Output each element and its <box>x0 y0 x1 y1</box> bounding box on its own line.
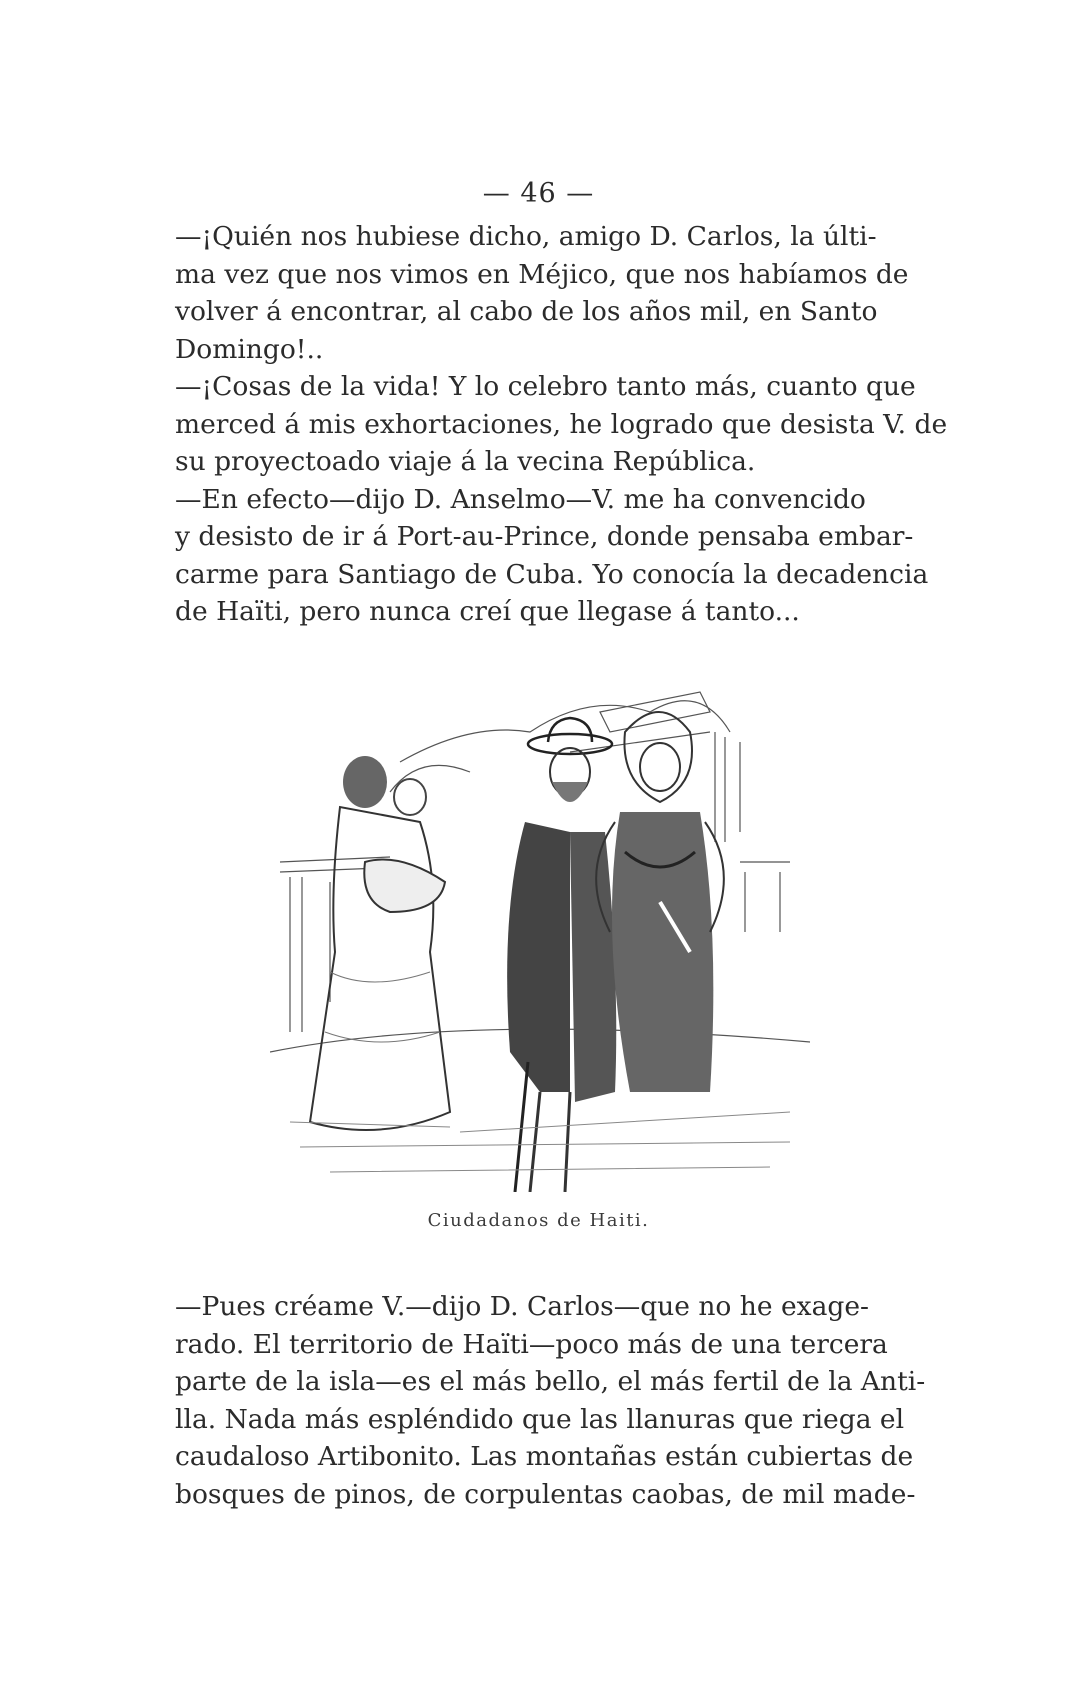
text-line: bosques de pinos, de corpulentas caobas, de mil made- <box>175 1478 916 1510</box>
text-line: —¡Cosas de la vida! Y lo celebro tanto más, cuanto que <box>175 371 916 402</box>
illustration-caption: Ciudadanos de Haiti. <box>427 1210 650 1231</box>
gentleman-figure <box>507 718 616 1192</box>
text-line: ma vez que nos vimos en Méjico, que nos habíamos de <box>175 258 909 290</box>
text-line: rado. El territorio de Haïti—poco más de una tercera <box>175 1328 888 1360</box>
ground-hatching <box>290 1112 790 1172</box>
text-line: merced á mis exhortaciones, he logrado que desista V. de <box>175 408 948 440</box>
text-line: —En efecto—dijo D. Anselmo—V. me ha convencido <box>175 483 866 515</box>
engraving-illustration <box>270 672 820 1192</box>
text-line: Domingo!.. <box>175 333 324 365</box>
text-line: volver á encontrar, al cabo de los años mil, en Santo <box>175 296 878 327</box>
text-line: —Pues créame V.—dijo D. Carlos—que no he exage- <box>175 1291 869 1322</box>
text-line: y desisto de ir á Port-au-Prince, donde pensaba embar- <box>175 521 914 552</box>
text-line: de Haïti, pero nunca creí que llegase á tanto... <box>175 596 800 627</box>
page-number: — 46 — <box>482 178 595 209</box>
text-line: lla. Nada más espléndido que las llanuras que riega el <box>175 1403 905 1435</box>
woman-with-child-figure <box>310 756 450 1130</box>
text-line: parte de la isla—es el más bello, el más fertil de la Anti- <box>175 1366 926 1397</box>
text-line: carme para Santiago de Cuba. Yo conocía la decadencia <box>175 558 929 590</box>
text-line: su proyectoado viaje á la vecina República. <box>175 446 756 477</box>
text-block-top <box>175 218 948 631</box>
text-block-bottom <box>175 1288 926 1513</box>
text-line: —¡Quién nos hubiese dicho, amigo D. Carlos, la últi- <box>175 221 877 252</box>
text-line: caudaloso Artibonito. Las montañas están cubiertas de <box>175 1441 914 1472</box>
